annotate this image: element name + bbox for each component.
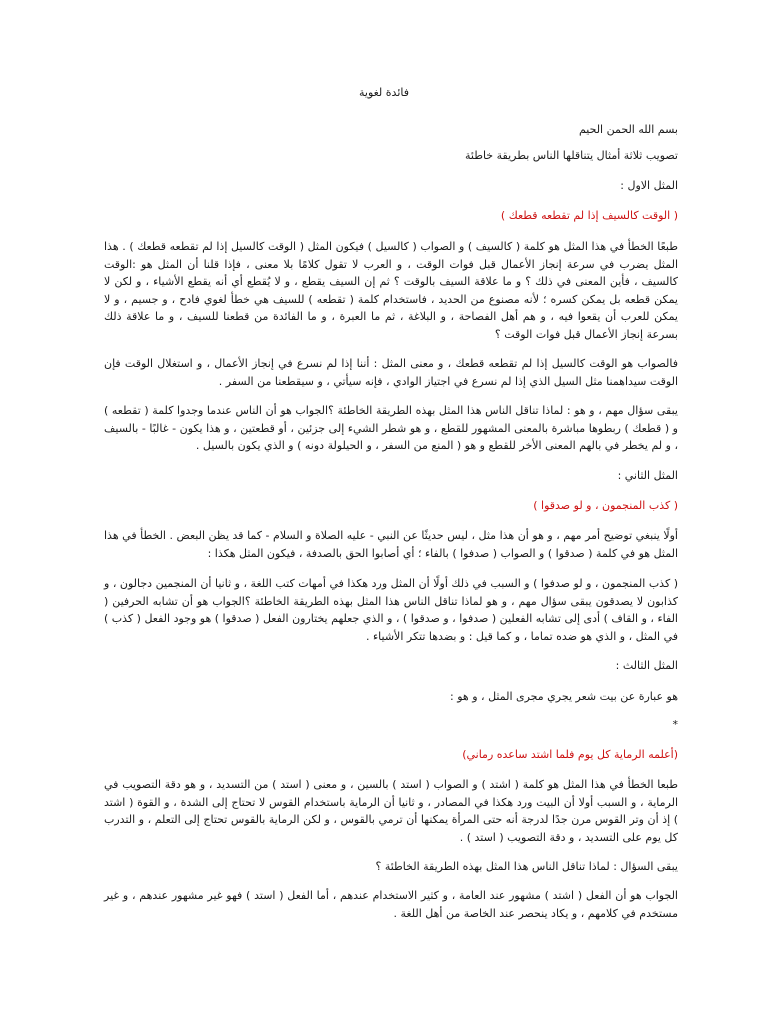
document-title: فائدة لغوية bbox=[358, 86, 409, 99]
proverb-3-paragraph-3: يبقى السؤال : لماذا تناقل الناس هذا المثل بهذه الطريقة الخاطئة ؟ bbox=[375, 860, 678, 873]
proverb-1-paragraph-2: فالصواب هو الوقت كالسيل إذا لم تقطعه قطعك ، و معنى المثل : أننا إذا لم نسرع في إنجاز الأعمال ، و استغلال الوقت فإن الوقت سيداهمنا مثل السيل الذي إذا لم نسرع في اجتياز الوادي ، فإنه سيأتي ، و سيقطعنا من السفر . bbox=[104, 357, 678, 388]
proverb-1-text: ( الوقت كالسيف إذا لم تقطعه قطعك ) bbox=[500, 209, 678, 222]
asterisk: * bbox=[672, 718, 678, 731]
proverb-3-paragraph-4: الجواب هو أن الفعل ( اشتد ) مشهور عند العامة ، و كثير الاستخدام عندهم ، أما الفعل ( استد ) فهو غير مشهور عندهم ، و غير مستخدم في كلامهم ، و يكاد ينحصر عند الخاصة من أهل اللغة . bbox=[104, 889, 678, 920]
proverb-3-paragraph-2: طبعا الخطأ في هذا المثل هو كلمة ( اشتد ) و الصواب ( استد ) بالسين ، و معنى ( استد ) من التسديد ، و هو دقة التصويب في الرماية ، و السبب أولا أن البيت ورد هكذا في المصادر ، و ثانيا أن الرماية باستخدام القوس لا تحتاج إلى الشدة ، و القوة ( اشتد ) إذ أن وتر القوس مرن جدًا لدرجة أنه حتى المرأة يمكنها أن ترمي بالقوس ، و لكن الرماية بالقوس تحتاج إلى التعلم ، و التدرب كل يوم على التسديد ، و دقة التصويب ( استد ) . bbox=[104, 778, 678, 844]
proverb-2-paragraph-1: أولًا ينبغي توضيح أمر مهم ، و هو أن هذا مثل ، ليس حديثًا عن النبي - عليه الصلاة و السلام - كما قد يظن البعض . الخطأ في هذا المثل هو في كلمة ( صدقوا ) و الصواب ( صدفوا ) بالفاء ؛ أي أصابوا الحق بالصدفة ، فيكون المثل هكذا : bbox=[104, 529, 678, 560]
proverb-2-paragraph-2: ( كذب المنجمون ، و لو صدفوا ) و السبب في ذلك أولًا أن المثل ورد هكذا في أمهات كتب اللغة ، و ثانيا أن المنجمين دجالون ، و كذابون لا يصدقون يبقى سؤال مهم ، و هو لماذا تناقل الناس هذا المثل بهذه الطريقة الخاطئة ؟الجواب هو أن تشابه الحرفين ( الفاء ، و القاف ) أدى إلى تشابه الفعلين ( صدفوا ، و صدقوا ) ، و الذي جعلهم يختارون الفعل ( صدقوا ) هو وجود الفعل ( كذب ) في المثل ، و الذي هو ضده تماما ، و كما قيل : و بضدها تتكر الأشياء . bbox=[104, 577, 678, 643]
proverb-3-paragraph-1: هو عبارة عن بيت شعر يجري مجرى المثل ، و هو : bbox=[450, 690, 678, 703]
basmala: بسم الله الحمن الحيم bbox=[578, 123, 678, 136]
proverb-1-paragraph-3: يبقى سؤال مهم ، و هو : لماذا تناقل الناس هذا المثل بهذه الطريقة الخاطئة ؟الجواب هو أن الناس عندما وجدوا كلمة ( تقطعه ) و ( قطعك ) ربطوها مباشرة بالمعنى المشهور للقطع ، و هو شطر الشيء إلى جزئين ، أو قطعتين ، و هذا يكون - غالبًا - بالسيف ، و لم يخطر في بالهم المعنى الأخر للقطع و هو ( المنع من السفر ، و الحيلولة دونه ) و الذي يكون بالسيل . bbox=[104, 404, 678, 452]
proverb-2-text: ( كذب المنجمون ، و لو صدقوا ) bbox=[533, 499, 678, 512]
proverb-1-paragraph-1: طبعًا الخطأ في هذا المثل هو كلمة ( كالسيف ) و الصواب ( كالسيل ) فيكون المثل ( الوقت كالسيل إذا لم تقطعه قطعك ) . هذا المثل يضرب في سرعة إنجاز الأعمال قبل فوات الوقت ، و العرب لا تقول كلامًا بلا معنى ، فإذا قلنا أن المثل هو :الوقت كالسيف ، فأين المعنى في ذلك ؟ و ما علاقة السيف بالوقت ؟ ثم إن السيف يقطع ، و لا يُقطع أي أنه يقطع الأشياء ، و لكن لا يمكن قطعه بل يمكن كسره ؛ لأنه مصنوع من الحديد ، فاستخدام كلمة ( تقطعه ) للسيف هي خطأ لغوي فادح ، و جسيم ، و لا يمكن للعرب أن يقعوا فيه ، و هم أهل الفصاحة ، و البلاغة ، ثم ما العبرة ، و ما الفائدة من قطعنا للسيف ، و ما علاقة ذلك بسرعة إنجاز الأعمال قبل فوات الوقت ؟ bbox=[104, 240, 678, 341]
intro-line: تصويب ثلاثة أمثال يتناقلها الناس بطريقة خاطئة bbox=[464, 149, 678, 162]
proverb-2-heading: المثل الثاني : bbox=[617, 469, 678, 482]
proverb-3-text: (أعلمه الرماية كل يوم فلما اشتد ساعده رماني) bbox=[462, 748, 678, 761]
proverb-1-heading: المثل الاول : bbox=[620, 179, 678, 192]
proverb-3-heading: المثل الثالث : bbox=[615, 659, 678, 672]
